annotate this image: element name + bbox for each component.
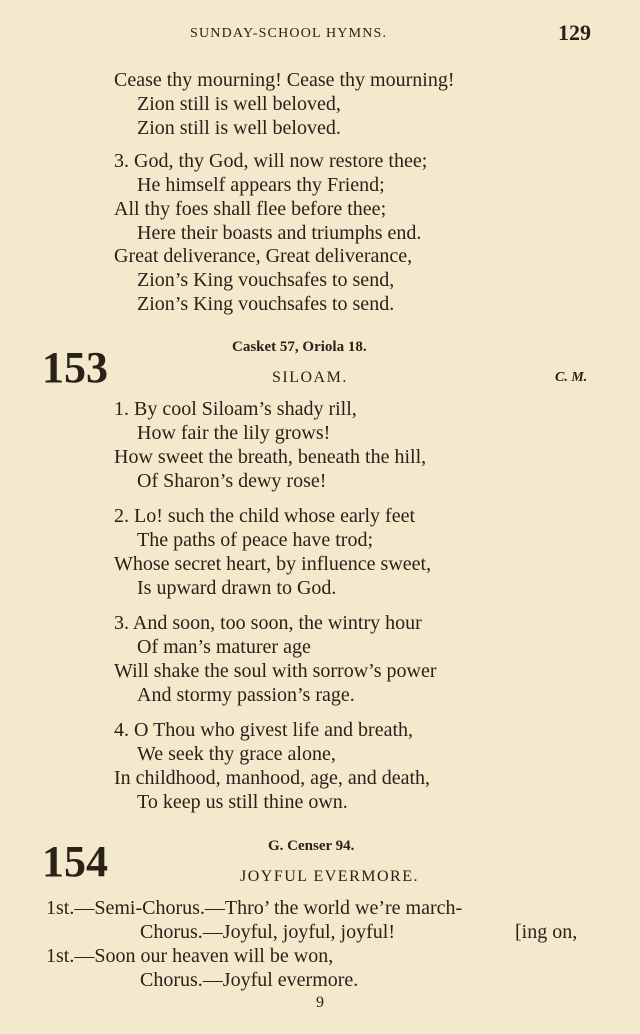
verse-line: Here their boasts and triumphs end.: [137, 222, 422, 244]
verse-line: Of man’s maturer age: [137, 636, 311, 658]
verse-line: All thy foes shall flee before thee;: [114, 198, 387, 220]
verse-line: We seek thy grace alone,: [137, 743, 336, 765]
verse-line: 1st.—Semi-Chorus.—Thro’ the world we’re march-: [46, 897, 463, 919]
hymn-title: SILOAM.: [272, 369, 348, 386]
verse-line: How sweet the breath, beneath the hill,: [114, 446, 427, 468]
verse-line: 3. And soon, too soon, the wintry hour: [114, 612, 422, 634]
verse-line: Cease thy mourning! Cease thy mourning!: [114, 69, 455, 91]
verse-line: Great deliverance, Great deliverance,: [114, 245, 413, 267]
verse-line: 3. God, thy God, will now restore thee;: [114, 150, 428, 172]
verse-line: Zion still is well beloved,: [137, 93, 341, 115]
tune-reference: G. Censer 94.: [268, 838, 355, 854]
verse-line: Whose secret heart, by influence sweet,: [114, 553, 432, 575]
tune-reference: Casket 57, Oriola 18.: [232, 339, 367, 355]
page-number: 129: [558, 20, 591, 45]
verse-line: Chorus.—Joyful evermore.: [140, 969, 359, 991]
verse-line: The paths of peace have trod;: [137, 529, 374, 551]
verse-line: 4. O Thou who givest life and breath,: [114, 719, 414, 741]
verse-line: Will shake the soul with sorrow’s power: [114, 660, 437, 682]
verse-line: Zion’s King vouchsafes to send.: [137, 293, 395, 315]
verse-line: To keep us still thine own.: [137, 791, 348, 813]
verse-line: 2. Lo! such the child whose early feet: [114, 505, 416, 527]
hymn-title: JOYFUL EVERMORE.: [240, 868, 419, 885]
verse-line: Zion’s King vouchsafes to send,: [137, 269, 395, 291]
verse-line: How fair the lily grows!: [137, 422, 331, 444]
verse-line: In childhood, manhood, age, and death,: [114, 767, 431, 789]
verse-line: He himself appears thy Friend;: [137, 174, 385, 196]
hymn-number: 154: [42, 837, 108, 886]
verse-line: 1. By cool Siloam’s shady rill,: [114, 398, 357, 420]
verse-line: [ing on,: [515, 921, 578, 943]
meter-label: C. M.: [555, 370, 588, 385]
verse-line: Zion still is well beloved.: [137, 117, 341, 139]
verse-line: Is upward drawn to God.: [137, 577, 337, 599]
verse-line: 1st.—Soon our heaven will be won,: [46, 945, 334, 967]
verse-line: Of Sharon’s dewy rose!: [137, 470, 327, 492]
signature-mark: 9: [316, 994, 324, 1011]
hymn-number: 153: [42, 343, 108, 392]
verse-line: Chorus.—Joyful, joyful, joyful!: [140, 921, 395, 943]
running-title: SUNDAY-SCHOOL HYMNS.: [190, 26, 388, 41]
verse-line: And stormy passion’s rage.: [137, 684, 355, 706]
